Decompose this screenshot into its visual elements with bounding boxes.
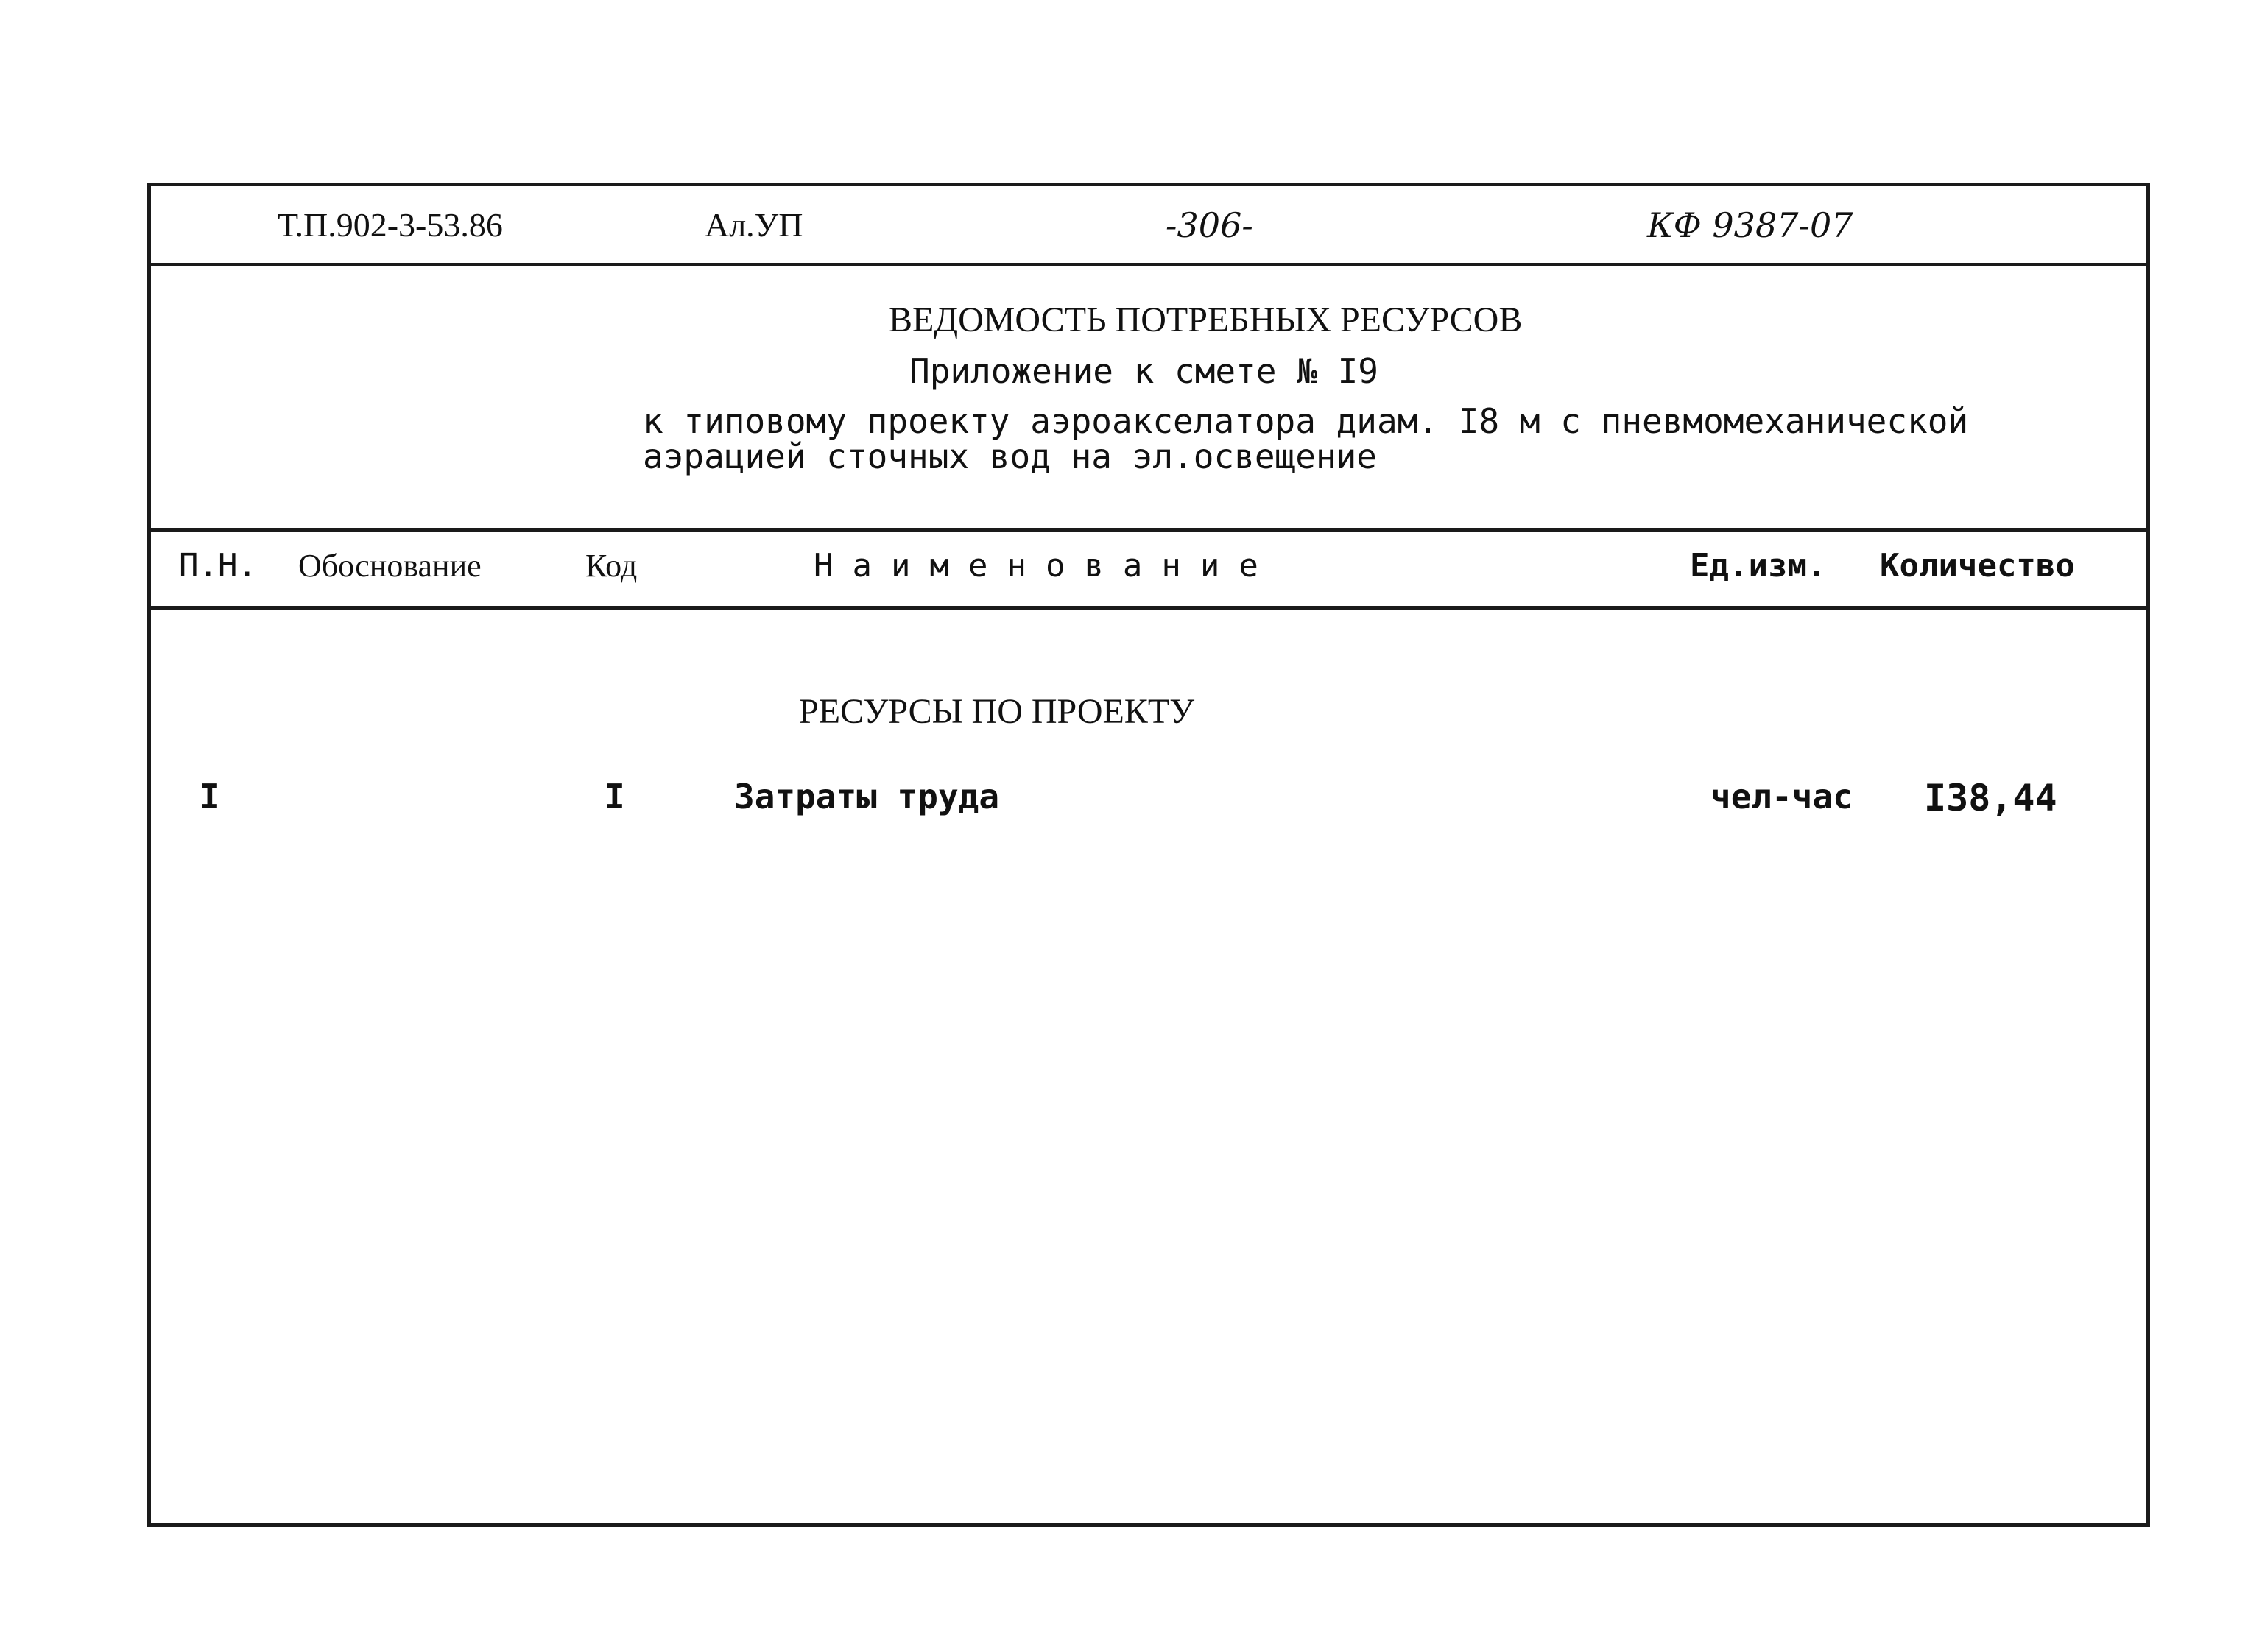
estimate-appendix: Приложение к смете № I9 — [909, 351, 1378, 391]
project-description-line1: к типовому проекту аэроакселатора диам. I8 м с пневмомеханической — [643, 401, 1969, 441]
title-divider — [151, 528, 2146, 532]
document-frame — [147, 183, 2150, 1527]
page-number: -306- — [1166, 205, 1253, 245]
row-unit: чел-час — [1710, 777, 1853, 816]
column-header-divider — [151, 606, 2146, 610]
column-header-code: Код — [585, 548, 638, 584]
album-number: Ал.УП — [705, 206, 803, 244]
row-pn: I — [200, 777, 220, 816]
project-description-line2: аэрацией сточных вод на эл.освещение — [643, 437, 1377, 476]
document-title: ВЕДОМОСТЬ ПОТРЕБНЫХ РЕСУРСОВ — [889, 300, 1523, 339]
header-divider — [151, 263, 2146, 266]
row-quantity: I38,44 — [1924, 777, 2057, 819]
row-name: Затраты труда — [734, 777, 1000, 816]
column-header-name: Наименование — [814, 547, 1278, 585]
column-header-unit: Ед.изм. — [1690, 547, 1827, 585]
column-header-basis: Обоснование — [298, 548, 482, 584]
column-header-pn: П.Н. — [179, 547, 257, 585]
column-header-quantity: Количество — [1880, 547, 2075, 585]
row-code: I — [605, 777, 625, 816]
section-title: РЕСУРСЫ ПО ПРОЕКТУ — [799, 692, 1195, 731]
document-code: Т.П.902-3-53.86 — [278, 206, 503, 244]
sheet-reference: КФ 9387-07 — [1647, 205, 1853, 245]
